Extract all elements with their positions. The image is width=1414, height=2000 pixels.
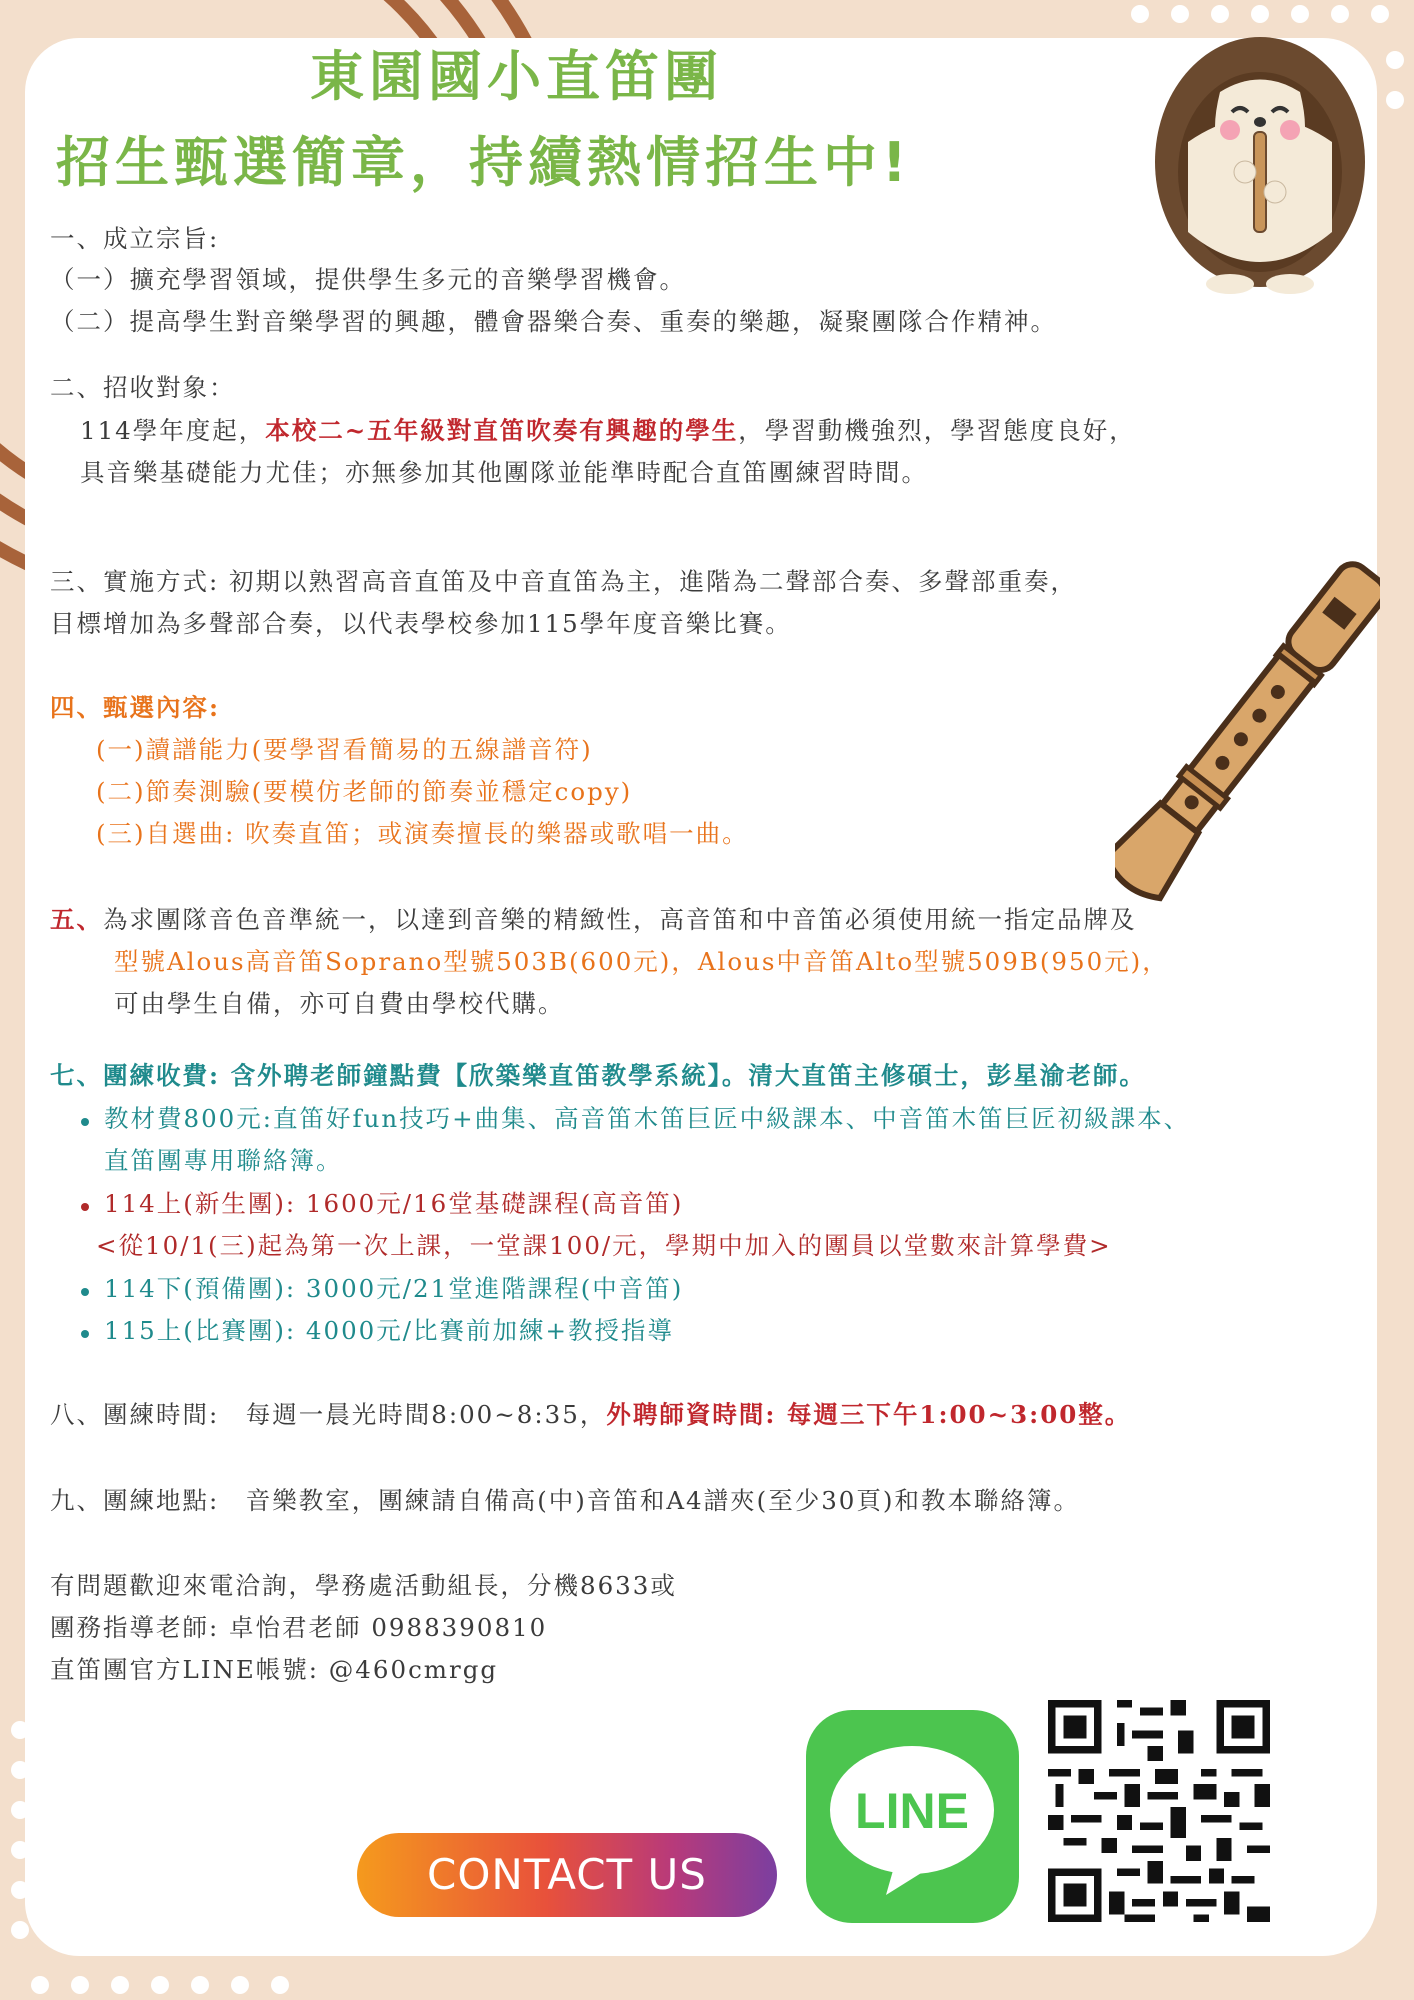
section3-line1: 三、實施方式: 初期以熟習高音直笛及中音直笛為主，進階為二聲部合奏、多聲部重奏，: [50, 567, 1078, 596]
section5-line2: 型號Alous高音笛Soprano型號503B(600元)，Alous中音笛Alto型號509B(950元)，: [114, 947, 1169, 976]
section2-target-highlight: 本校二~五年級對直笛吹奏有興趣的學生: [265, 416, 739, 445]
section7-bullet1-line1: 教材費800元:直笛好fun技巧+曲集、高音笛木笛巨匠中級課本、中音笛木笛巨匠初級課本、: [104, 1104, 1191, 1133]
section4-item1: (一)讀譜能力(要學習看簡易的五線譜音符): [96, 735, 593, 764]
section5-text: 為求團隊音色音準統一，以達到音樂的精緻性，高音笛和中音笛必須使用統一指定品牌及: [103, 905, 1137, 934]
section2-heading: 二、招收對象：: [50, 373, 236, 402]
bullet-dot: [81, 1288, 89, 1296]
section4-heading: 四、甄選內容:: [50, 693, 221, 722]
section7-heading: 七、團練收費: 含外聘老師鐘點費【欣築樂直笛教學系統】。清大直笛主修碩士，彭星渝老師。: [50, 1061, 1146, 1090]
section5-number: 五、: [50, 905, 103, 934]
section7-bullet2-line1: 114上(新生團): 1600元/16堂基礎課程(高音笛): [104, 1189, 684, 1218]
section5-line1: [50, 905, 1137, 934]
contact-line1: 有問題歡迎來電洽詢，學務處活動組長，分機8633或: [50, 1571, 677, 1600]
line-logo-text: LINE: [855, 1783, 969, 1839]
contact-line2: 團務指導老師: 卓怡君老師 0988390810: [50, 1613, 548, 1642]
section9-line: 九、團練地點: 音樂教室，團練請自備高(中)音笛和A4譜夾(至少30頁)和教本聯絡簿。: [50, 1486, 1080, 1515]
line-bubble-icon: [806, 1710, 1019, 1923]
section2-line1-c: ，學習動機強烈，學習態度良好，: [738, 416, 1136, 445]
contact-line3: 直笛團官方LINE帳號: @460cmrgg: [50, 1655, 499, 1684]
hedgehog-illustration: [1150, 22, 1370, 302]
section8-line: [50, 1400, 1132, 1429]
page-title: 東園國小直笛團: [310, 45, 723, 108]
contact-us-button[interactable]: CONTACT US: [357, 1833, 777, 1917]
section3-line2: 目標增加為多聲部合奏，以代表學校參加115學年度音樂比賽。: [50, 609, 792, 638]
section1-item2: （二）提高學生對音樂學習的興趣，體會器樂合奏、重奏的樂趣，凝聚團隊合作精神。: [50, 307, 1057, 336]
section2-line1-a: 114學年度起，: [80, 416, 266, 445]
bullet-dot: [81, 1203, 89, 1211]
section7-bullet2-line2: <從10/1(三)起為第一次上課，一堂課100/元，學期中加入的團員以堂數來計算學費>: [96, 1231, 1112, 1260]
section8-text-a: 八、團練時間: 每週一晨光時間8:00~8:35，: [50, 1400, 607, 1429]
section1-heading: 一、成立宗旨:: [50, 224, 220, 253]
section7-bullet1-line2: 直笛團專用聯絡簿。: [104, 1146, 343, 1175]
section2-line2: 具音樂基礎能力尤佳；亦無參加其他團隊並能準時配合直笛團練習時間。: [80, 458, 928, 487]
recorder-illustration: [1115, 540, 1380, 910]
bullet-dot: [81, 1118, 89, 1126]
section2-line1: [80, 416, 1136, 445]
line-app-icon[interactable]: [806, 1710, 1019, 1923]
section8-text-b: 外聘師資時間: 每週三下午1:00~3:00整。: [606, 1400, 1132, 1429]
section7-bullet4: 115上(比賽團): 4000元/比賽前加練+教授指導: [104, 1316, 675, 1345]
bullet-dot: [81, 1330, 89, 1338]
page-subtitle: 招生甄選簡章，持續熱情招生中!: [56, 131, 912, 194]
section5-line3: 可由學生自備，亦可自費由學校代購。: [114, 989, 565, 1018]
section7-bullet3: 114下(預備團): 3000元/21堂進階課程(中音笛): [104, 1274, 684, 1303]
qr-code[interactable]: [1048, 1700, 1270, 1922]
section4-item2: (二)節奏測驗(要模仿老師的節奏並穩定copy): [96, 777, 633, 806]
section1-item1: （一）擴充學習領域，提供學生多元的音樂學習機會。: [50, 265, 686, 294]
section4-item3: (三)自選曲: 吹奏直笛；或演奏擅長的樂器或歌唱一曲。: [96, 819, 749, 848]
